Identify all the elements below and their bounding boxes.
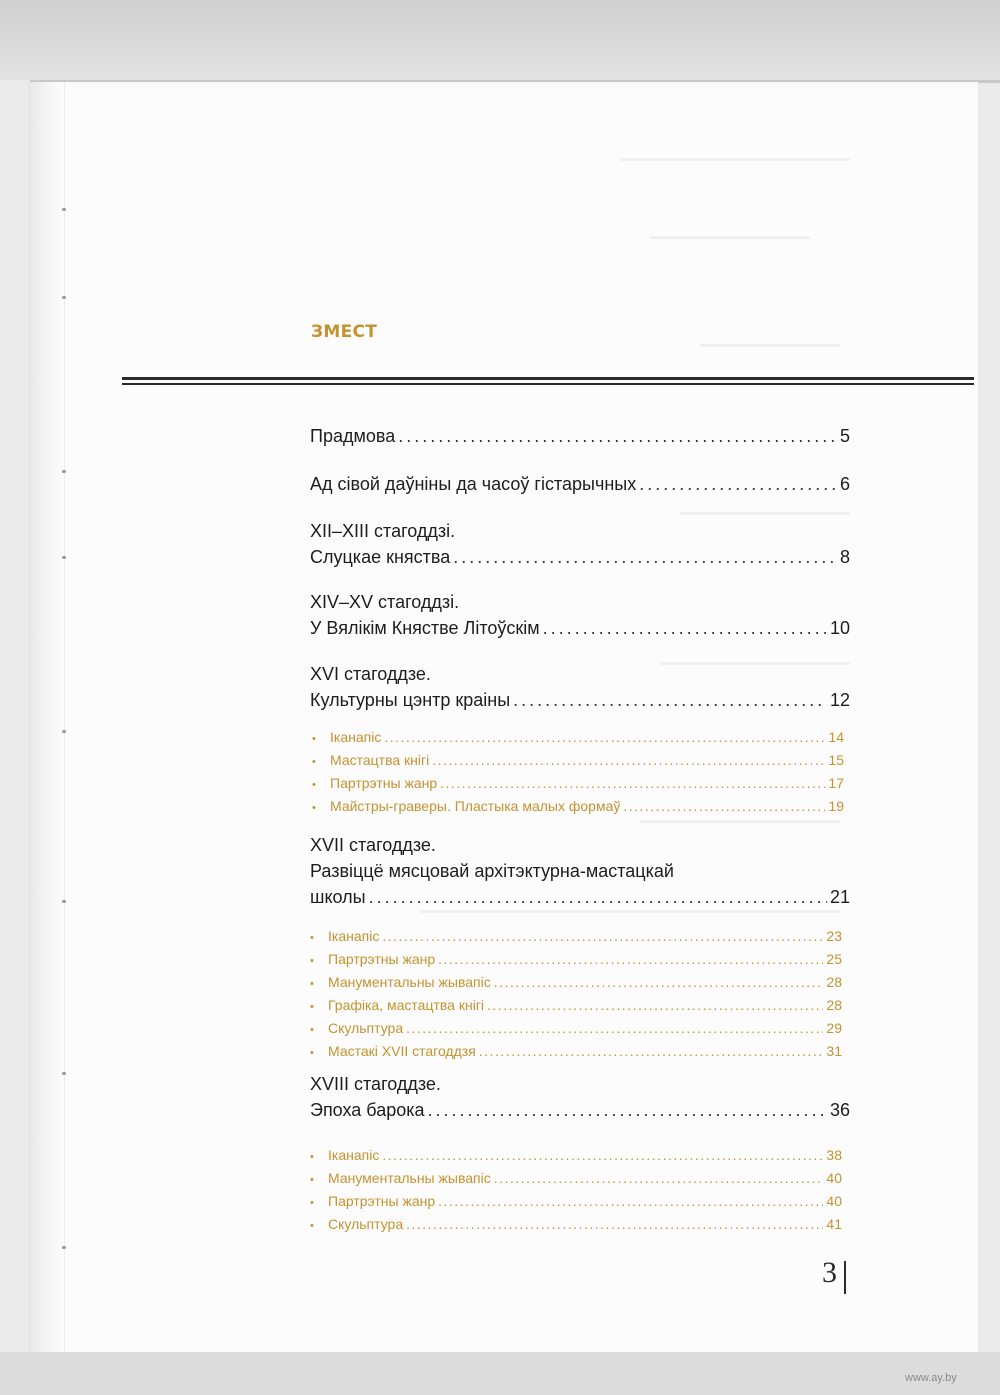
page-title: ЗМЕСТ	[311, 322, 378, 342]
toc-subentry-page: 31	[826, 1043, 842, 1059]
bullet-icon: •	[312, 779, 316, 791]
toc-entry-page: 8	[839, 547, 850, 567]
scan-speck	[62, 900, 66, 903]
bullet-icon: •	[310, 1197, 314, 1209]
toc-entry-period: XIV–XV стагоддзі.	[310, 592, 460, 612]
bullet-icon: •	[310, 1024, 314, 1036]
scan-speck	[62, 296, 66, 299]
toc-subentry-page: 25	[826, 951, 842, 967]
toc-entry-title: Прадмова	[310, 426, 396, 446]
toc-subentry-page: 19	[828, 798, 844, 814]
scan-speck	[62, 1246, 66, 1249]
bullet-icon: •	[310, 932, 314, 944]
bullet-icon: •	[312, 733, 316, 745]
toc-subentry[interactable]	[310, 926, 842, 949]
leader-dots	[406, 1018, 823, 1039]
toc-subentry[interactable]	[310, 1168, 842, 1191]
leader-dots	[479, 1041, 824, 1062]
toc-subentry-title: Манументальны жывапіс	[328, 974, 491, 990]
toc-entry[interactable]	[310, 590, 850, 640]
bullet-icon: •	[312, 802, 316, 814]
bullet-icon: •	[310, 1220, 314, 1232]
show-through-line	[700, 344, 840, 347]
toc-subentry-title: Іканапіс	[330, 729, 382, 745]
toc-subentry-page: 17	[828, 775, 844, 791]
bullet-icon: •	[310, 955, 314, 967]
toc-subentry[interactable]	[310, 949, 842, 972]
leader-dots	[494, 1168, 824, 1189]
toc-subentry-page: 40	[826, 1193, 842, 1209]
toc-subentry-page: 40	[826, 1170, 842, 1186]
scan-bottom-edge	[0, 1352, 1000, 1395]
toc-entry-title: Культурны цэнтр краіны	[310, 690, 511, 710]
toc-subentry-page: 28	[826, 997, 842, 1013]
bullet-icon: •	[310, 1151, 314, 1163]
watermark-text: www.ay.by	[905, 1372, 957, 1384]
toc-entry-period: XVII стагоддзе.	[310, 835, 436, 855]
bullet-icon: •	[312, 756, 316, 768]
leader-dots	[513, 688, 827, 712]
toc-subentry-page: 29	[826, 1020, 842, 1036]
toc-subentry-title: Партрэтны жанр	[330, 775, 438, 791]
leader-dots	[438, 1191, 823, 1212]
toc-subentry[interactable]	[312, 750, 844, 773]
bullet-icon: •	[310, 1001, 314, 1013]
toc-subentry-page: 23	[826, 928, 842, 944]
toc-entry-page: 10	[829, 618, 850, 638]
toc-subentry[interactable]	[310, 995, 842, 1018]
toc-subentry[interactable]	[310, 1041, 842, 1064]
toc-entry-period: XVI стагоддзе.	[310, 664, 431, 684]
leader-dots	[639, 472, 837, 496]
title-rule-thick	[122, 377, 974, 380]
toc-entry-title: Слуцкае княства	[310, 547, 451, 567]
show-through-line	[420, 910, 840, 913]
toc-subsection-list	[312, 727, 844, 819]
scan-top-edge	[0, 0, 1000, 80]
toc-entry-page: 6	[839, 474, 850, 494]
leader-dots	[382, 926, 823, 947]
toc-subentry-title: Партрэтны жанр	[328, 1193, 436, 1209]
leader-dots	[382, 1145, 823, 1166]
toc-subentry[interactable]	[312, 727, 844, 750]
bullet-icon: •	[310, 1174, 314, 1186]
toc-subsection-list	[310, 926, 842, 1064]
leader-dots	[438, 949, 823, 970]
toc-subentry[interactable]	[310, 1145, 842, 1168]
leader-dots	[398, 424, 837, 448]
toc-entry-period: XVIII стагоддзе.	[310, 1074, 441, 1094]
toc-entry[interactable]	[310, 519, 850, 569]
toc-subentry[interactable]	[310, 1018, 842, 1041]
toc-entry-page: 36	[829, 1100, 850, 1120]
title-rule-thin	[122, 383, 974, 385]
leader-dots	[406, 1214, 823, 1235]
toc-subentry-title: Майстры-граверы. Пластыка малых формаў	[330, 798, 621, 814]
toc-entry-page: 12	[829, 690, 850, 710]
toc-subentry-page: 15	[828, 752, 844, 768]
leader-dots	[428, 1098, 827, 1122]
leader-dots	[487, 995, 823, 1016]
show-through-line	[640, 820, 840, 823]
scan-speck	[62, 1072, 66, 1075]
toc-subentry-page: 14	[828, 729, 844, 745]
toc-subentry-title: Скульптура	[328, 1020, 404, 1036]
toc-entry-title: Ад сівой даўніны да часоў гістарычных	[310, 474, 637, 494]
scan-speck	[62, 470, 66, 473]
toc-subentry-page: 28	[826, 974, 842, 990]
leader-dots	[453, 545, 837, 569]
toc-entry[interactable]	[310, 1072, 850, 1122]
bullet-icon: •	[310, 1047, 314, 1059]
show-through-line	[620, 158, 850, 161]
toc-subentry[interactable]	[312, 773, 844, 796]
toc-entry[interactable]	[310, 424, 850, 448]
book-spine-gutter	[28, 82, 65, 1352]
toc-entry-page: 21	[829, 887, 850, 907]
toc-subentry[interactable]	[310, 972, 842, 995]
toc-subentry-title: Графіка, мастацтва кнігі	[328, 997, 485, 1013]
toc-subentry-title: Мастакі XVII стагоддзя	[328, 1043, 476, 1059]
show-through-line	[650, 236, 810, 239]
toc-entry-title: школы	[310, 887, 366, 907]
toc-subentry-page: 38	[826, 1147, 842, 1163]
toc-subentry-title: Манументальны жывапіс	[328, 1170, 491, 1186]
leader-dots	[384, 727, 825, 748]
toc-entry[interactable]	[310, 662, 850, 712]
scan-speck	[62, 208, 66, 211]
toc-subsection-list	[310, 1145, 842, 1237]
scan-speck	[62, 730, 66, 733]
toc-subentry-title: Мастацтва кнігі	[330, 752, 430, 768]
toc-subentry[interactable]	[310, 1214, 842, 1237]
scan-speck	[62, 556, 66, 559]
page-number-bar	[844, 1261, 846, 1294]
leader-dots	[440, 773, 825, 794]
toc-subentry[interactable]	[310, 1191, 842, 1214]
page-number: 3	[822, 1256, 837, 1289]
toc-entry-title: У Вялікім Княстве Літоўскім	[310, 618, 540, 638]
leader-dots	[369, 885, 827, 909]
leader-dots	[623, 796, 825, 817]
show-through-line	[680, 512, 850, 515]
toc-subentry-page: 41	[826, 1216, 842, 1232]
toc-entry-subtitle: Развіццё мясцовай архітэктурна-мастацкай	[310, 861, 674, 881]
leader-dots	[494, 972, 824, 993]
toc-subentry[interactable]	[312, 796, 844, 819]
leader-dots	[432, 750, 825, 771]
toc-entry[interactable]	[310, 833, 850, 909]
toc-subentry-title: Партрэтны жанр	[328, 951, 436, 967]
toc-entry-title: Эпоха барока	[310, 1100, 425, 1120]
toc-subentry-title: Іканапіс	[328, 1147, 380, 1163]
toc-subentry-title: Іканапіс	[328, 928, 380, 944]
toc-entry-period: XII–XIII стагоддзі.	[310, 521, 456, 541]
toc-entry[interactable]	[310, 472, 850, 496]
bullet-icon: •	[310, 978, 314, 990]
toc-subentry-title: Скульптура	[328, 1216, 404, 1232]
leader-dots	[543, 616, 827, 640]
toc-entry-page: 5	[839, 426, 850, 446]
